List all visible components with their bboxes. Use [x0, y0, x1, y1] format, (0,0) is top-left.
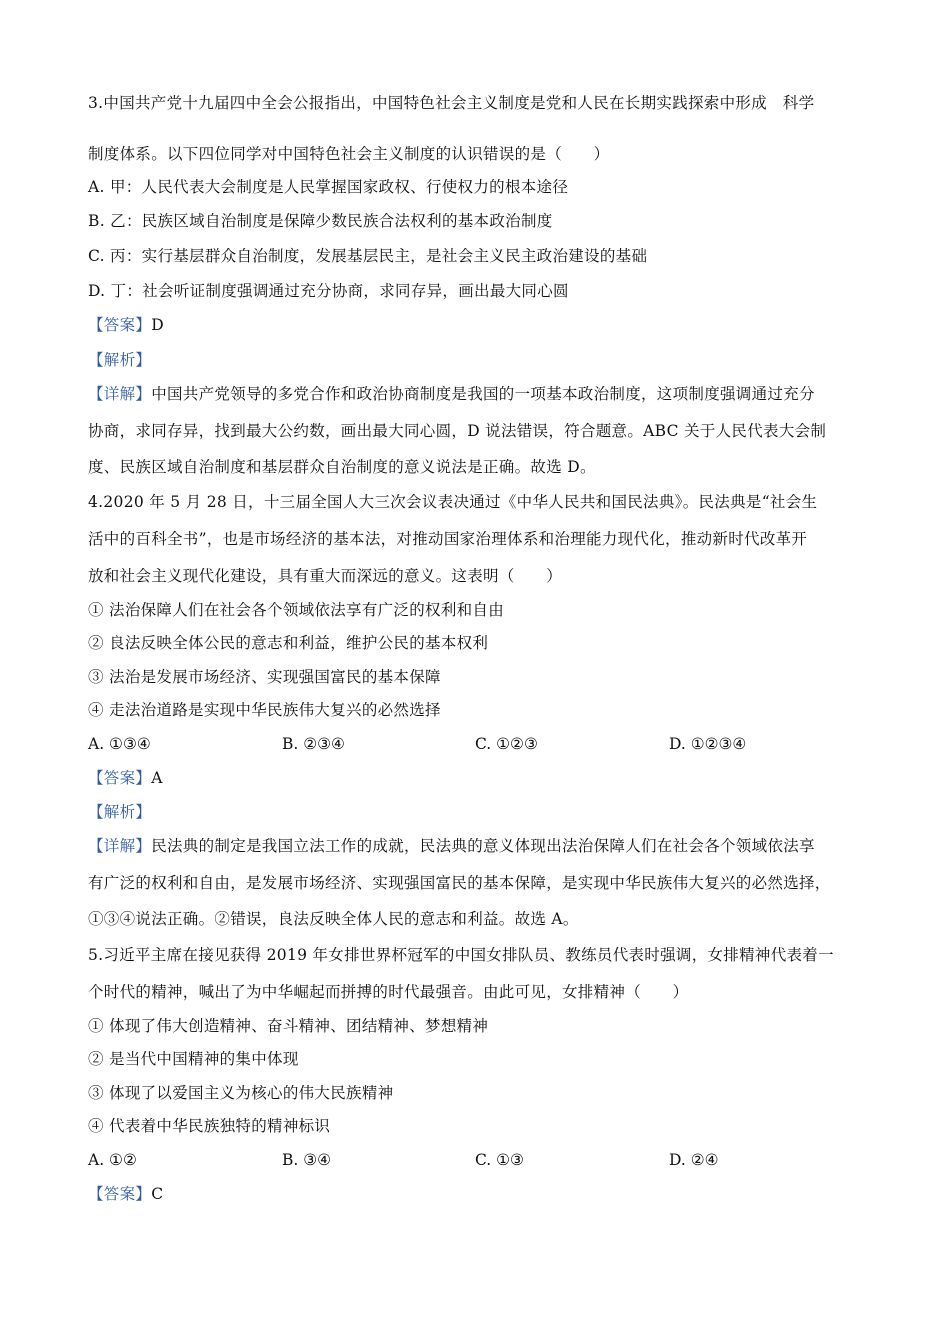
detail-tag: 【详解】: [88, 837, 152, 855]
q3-detail-line-2: 协商，求同存异，找到最大公约数，画出最大同心圆，D 说法错误，符合题意。ABC 关于人民代表大会制: [88, 422, 827, 440]
q5-option-a: A. ①②: [88, 1151, 137, 1169]
q4-detail-text-1: 民法典的制定是我国立法工作的成就，民法典的意义体现出法治保障人们在社会各个领域依法享: [151, 837, 815, 855]
q3-option-a: A. 甲：人民代表大会制度是人民掌握国家政权、行使权力的根本途径: [88, 178, 569, 196]
q4-analysis-tag: 【解析】: [88, 803, 152, 821]
q5-answer-line: [88, 1183, 163, 1205]
q4-stem-line-2: 活中的百科全书”，也是市场经济的基本法，对推动国家治理体系和治理能力现代化，推动新时代改革开: [88, 530, 808, 548]
q3-detail-line-1: [88, 383, 815, 405]
q5-item-3: ③ 体现了以爱国主义为核心的伟大民族精神: [88, 1084, 394, 1102]
q5-option-b: B. ③④: [282, 1151, 332, 1169]
q5-stem-line-1: 5.习近平主席在接见获得 2019 年女排世界杯冠军的中国女排队员、教练员代表时强调，女排精神代表着一: [88, 946, 834, 964]
q5-item-2: ② 是当代中国精神的集中体现: [88, 1050, 299, 1068]
q5-answer: C: [151, 1185, 164, 1203]
detail-tag: 【详解】: [88, 385, 152, 403]
q4-answer: A: [151, 769, 163, 787]
q4-option-d: D. ①②③④: [669, 735, 747, 753]
q4-detail-line-3: ①③④说法正确。②错误，良法反映全体人民的意志和利益。故选 A。: [88, 910, 579, 928]
q3-option-d: D. 丁：社会听证制度强调通过充分协商，求同存异，画出最大同心圆: [88, 282, 569, 300]
q3-detail-text-1: 中国共产党领导的多党合作和政治协商制度是我国的一项基本政治制度，这项制度强调通过充分: [151, 385, 815, 403]
q4-item-3: ③ 法治是发展市场经济、实现强国富民的基本保障: [88, 668, 441, 686]
q4-item-1: ① 法治保障人们在社会各个领域依法享有广泛的权利和自由: [88, 601, 505, 619]
q3-stem-line-1: 3.中国共产党十九届四中全会公报指出，中国特色社会主义制度是党和人民在长期实践探索中形成 科学: [88, 94, 815, 112]
q5-stem-line-2: 个时代的精神，喊出了为中华崛起而拼搏的时代最强音。由此可见，女排精神（ ）: [88, 983, 689, 1001]
q3-option-c: C. 丙：实行基层群众自治制度，发展基层民主，是社会主义民主政治建设的基础: [88, 247, 648, 265]
q3-detail-line-3: 度、民族区域自治制度和基层群众自治制度的意义说法是正确。故选 D。: [88, 458, 596, 476]
q4-option-b: B. ②③④: [282, 735, 345, 753]
q3-option-b: B. 乙：民族区域自治制度是保障少数民族合法权利的基本政治制度: [88, 212, 553, 230]
q4-stem-line-3: 放和社会主义现代化建设，具有重大而深远的意义。这表明（ ）: [88, 567, 563, 585]
q3-analysis-tag: 【解析】: [88, 351, 152, 369]
q4-item-2: ② 良法反映全体公民的意志和利益，维护公民的基本权利: [88, 634, 489, 652]
q5-item-1: ① 体现了伟大创造精神、奋斗精神、团结精神、梦想精神: [88, 1017, 489, 1035]
answer-tag: 【答案】: [88, 1185, 152, 1203]
q5-option-c: C. ①③: [475, 1151, 524, 1169]
q4-option-c: C. ①②③: [475, 735, 538, 753]
q4-detail-line-1: [88, 835, 815, 857]
answer-tag: 【答案】: [88, 769, 152, 787]
q3-stem-line-2: 制度体系。以下四位同学对中国特色社会主义制度的认识错误的是（ ）: [88, 145, 610, 163]
q5-item-4: ④ 代表着中华民族独特的精神标识: [88, 1117, 331, 1135]
q4-item-4: ④ 走法治道路是实现中华民族伟大复兴的必然选择: [88, 701, 441, 719]
q4-stem-line-1: 4.2020 年 5 月 28 日，十三届全国人大三次会议表决通过《中华人民共和国民法典》。民法典是“社会生: [88, 493, 818, 511]
q3-answer-line: [88, 314, 164, 336]
q3-answer: D: [151, 316, 164, 334]
answer-tag: 【答案】: [88, 316, 152, 334]
q4-option-a: A. ①③④: [88, 735, 151, 753]
q5-option-d: D. ②④: [669, 1151, 719, 1169]
q4-answer-line: [88, 767, 163, 789]
q4-detail-line-2: 有广泛的权利和自由，是发展市场经济、实现强国富民的基本保障，是实现中华民族伟大复兴的必然选择，: [88, 874, 831, 892]
